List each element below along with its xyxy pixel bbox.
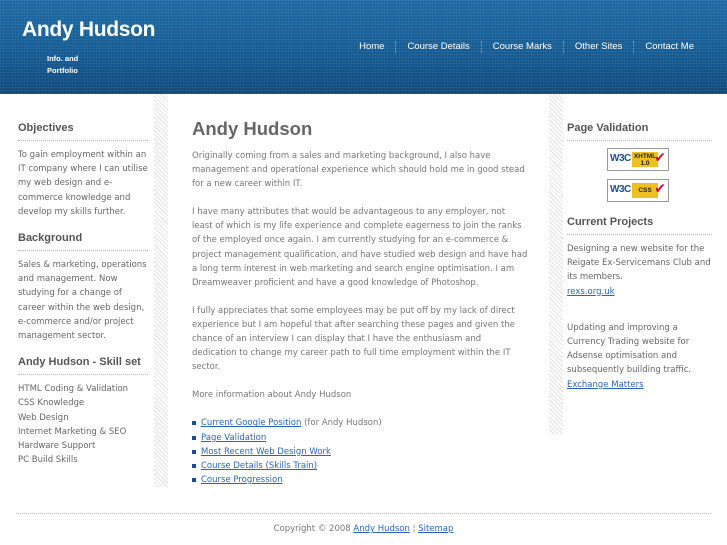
css-valid-badge[interactable]: [607, 179, 669, 202]
objectives-text: To gain employment within an IT company where I can utilise my web design and e-commerce knowledge and develop my skills further.: [18, 150, 148, 217]
site-header: [0, 0, 727, 94]
background-heading: Background: [18, 232, 148, 251]
attributes-paragraph: I have many attributes that would be advantageous to any employer, not least of which is my life experience and complete eagerness to join the ranks of the employed once again. I am currently studying for an e-commerce & project management qualification, and have studied web design and have had a long term interest in web marketing and search engine optimisation. I am Dreamweaver proficient and have a good knowledge of Photoshop.: [192, 207, 528, 288]
validation-section: [567, 122, 712, 202]
skills-section: [18, 356, 148, 467]
course-details-link[interactable]: Course Details (Skills Train): [201, 460, 318, 471]
skill-item: Hardware Support: [18, 441, 96, 452]
badge-label-line: 1.0: [640, 160, 650, 167]
checkmark-icon: ✔: [654, 181, 666, 197]
footer-name-link[interactable]: Andy Hudson: [353, 524, 410, 534]
validation-heading: Page Validation: [567, 122, 712, 141]
nav-course-details[interactable]: Course Details: [407, 41, 470, 52]
nav-contact-me[interactable]: Contact Me: [645, 41, 694, 52]
list-item: [192, 416, 528, 430]
nav-course-marks[interactable]: Course Marks: [492, 41, 552, 52]
copyright-text: Copyright © 2008: [273, 524, 351, 534]
experience-paragraph: I fully appreciates that some employees may be put off by my lack of direct experience but I am hopeful that after searching these pages and given the chance of an interview I can display that I have the enthusiasm and dedication to change my career path to full time employment within the IT sector.: [192, 305, 515, 373]
project-item: [567, 321, 712, 392]
sitemap-link[interactable]: Sitemap: [418, 524, 454, 534]
link-suffix: (for Andy Hudson): [301, 418, 382, 429]
objectives-section: [18, 122, 148, 219]
skill-item: PC Build Skills: [18, 455, 78, 466]
footer-separator: ¦: [412, 524, 416, 534]
w3c-logo: W3C: [610, 153, 631, 164]
project-description: Designing a new website for the Reigate Ex-Servicemans Club and its members.: [567, 244, 711, 283]
badge-label-line: XHTML: [633, 153, 657, 160]
xhtml-valid-badge[interactable]: [607, 148, 669, 171]
exchange-matters-link[interactable]: Exchange Matters: [567, 379, 644, 390]
skill-item: Internet Marketing & SEO: [18, 426, 127, 437]
objectives-heading: Objectives: [18, 122, 148, 141]
projects-heading: Current Projects: [567, 216, 712, 235]
list-item: [192, 473, 528, 487]
site-footer: [16, 513, 711, 534]
nav-home[interactable]: Home: [359, 41, 385, 52]
skill-item: CSS Knowledge: [18, 398, 85, 409]
page-validation-link[interactable]: Page Validation: [201, 432, 267, 443]
skills-heading: Andy Hudson - Skill set: [18, 356, 148, 375]
left-sidebar: [0, 94, 168, 487]
info-links-list: [192, 416, 528, 486]
w3c-logo: W3C: [610, 184, 631, 195]
recent-work-link[interactable]: Most Recent Web Design Work: [201, 446, 331, 457]
course-progression-link[interactable]: Course Progression: [201, 474, 283, 485]
list-item: [192, 459, 528, 473]
background-section: [18, 232, 148, 343]
list-item: [192, 431, 528, 445]
top-navigation: [348, 40, 705, 54]
project-description: Updating and improving a Currency Trading website for Adsense optimisation and subsequently building traffic.: [567, 322, 692, 376]
page-title: Andy Hudson: [192, 118, 313, 139]
list-item: [192, 445, 528, 459]
main-content: [192, 118, 528, 487]
skill-item: HTML Coding & Validation: [18, 384, 129, 395]
rexs-link[interactable]: rexs.org.uk: [567, 286, 615, 297]
more-info-text: More information about Andy Hudson: [192, 390, 352, 401]
skill-item: Web Design: [18, 412, 69, 423]
background-text: Sales & marketing, operations and management. Now studying for a change of career within the web design, e-commerce and/or project management sector.: [18, 260, 147, 342]
google-position-link[interactable]: Current Google Position: [201, 418, 302, 429]
site-title[interactable]: Andy Hudson: [22, 18, 156, 41]
project-item: [567, 242, 712, 299]
site-tagline: Info. and Portfolio: [47, 54, 79, 75]
right-sidebar: [549, 94, 727, 434]
intro-paragraph: Originally coming from a sales and marketing background, I also have management and operational experience which should hold me in good stead for a new career within IT.: [192, 151, 525, 190]
badge-label-line: CSS: [638, 187, 652, 194]
checkmark-icon: ✔: [654, 150, 666, 166]
nav-other-sites[interactable]: Other Sites: [574, 41, 623, 52]
projects-section: [567, 216, 712, 392]
